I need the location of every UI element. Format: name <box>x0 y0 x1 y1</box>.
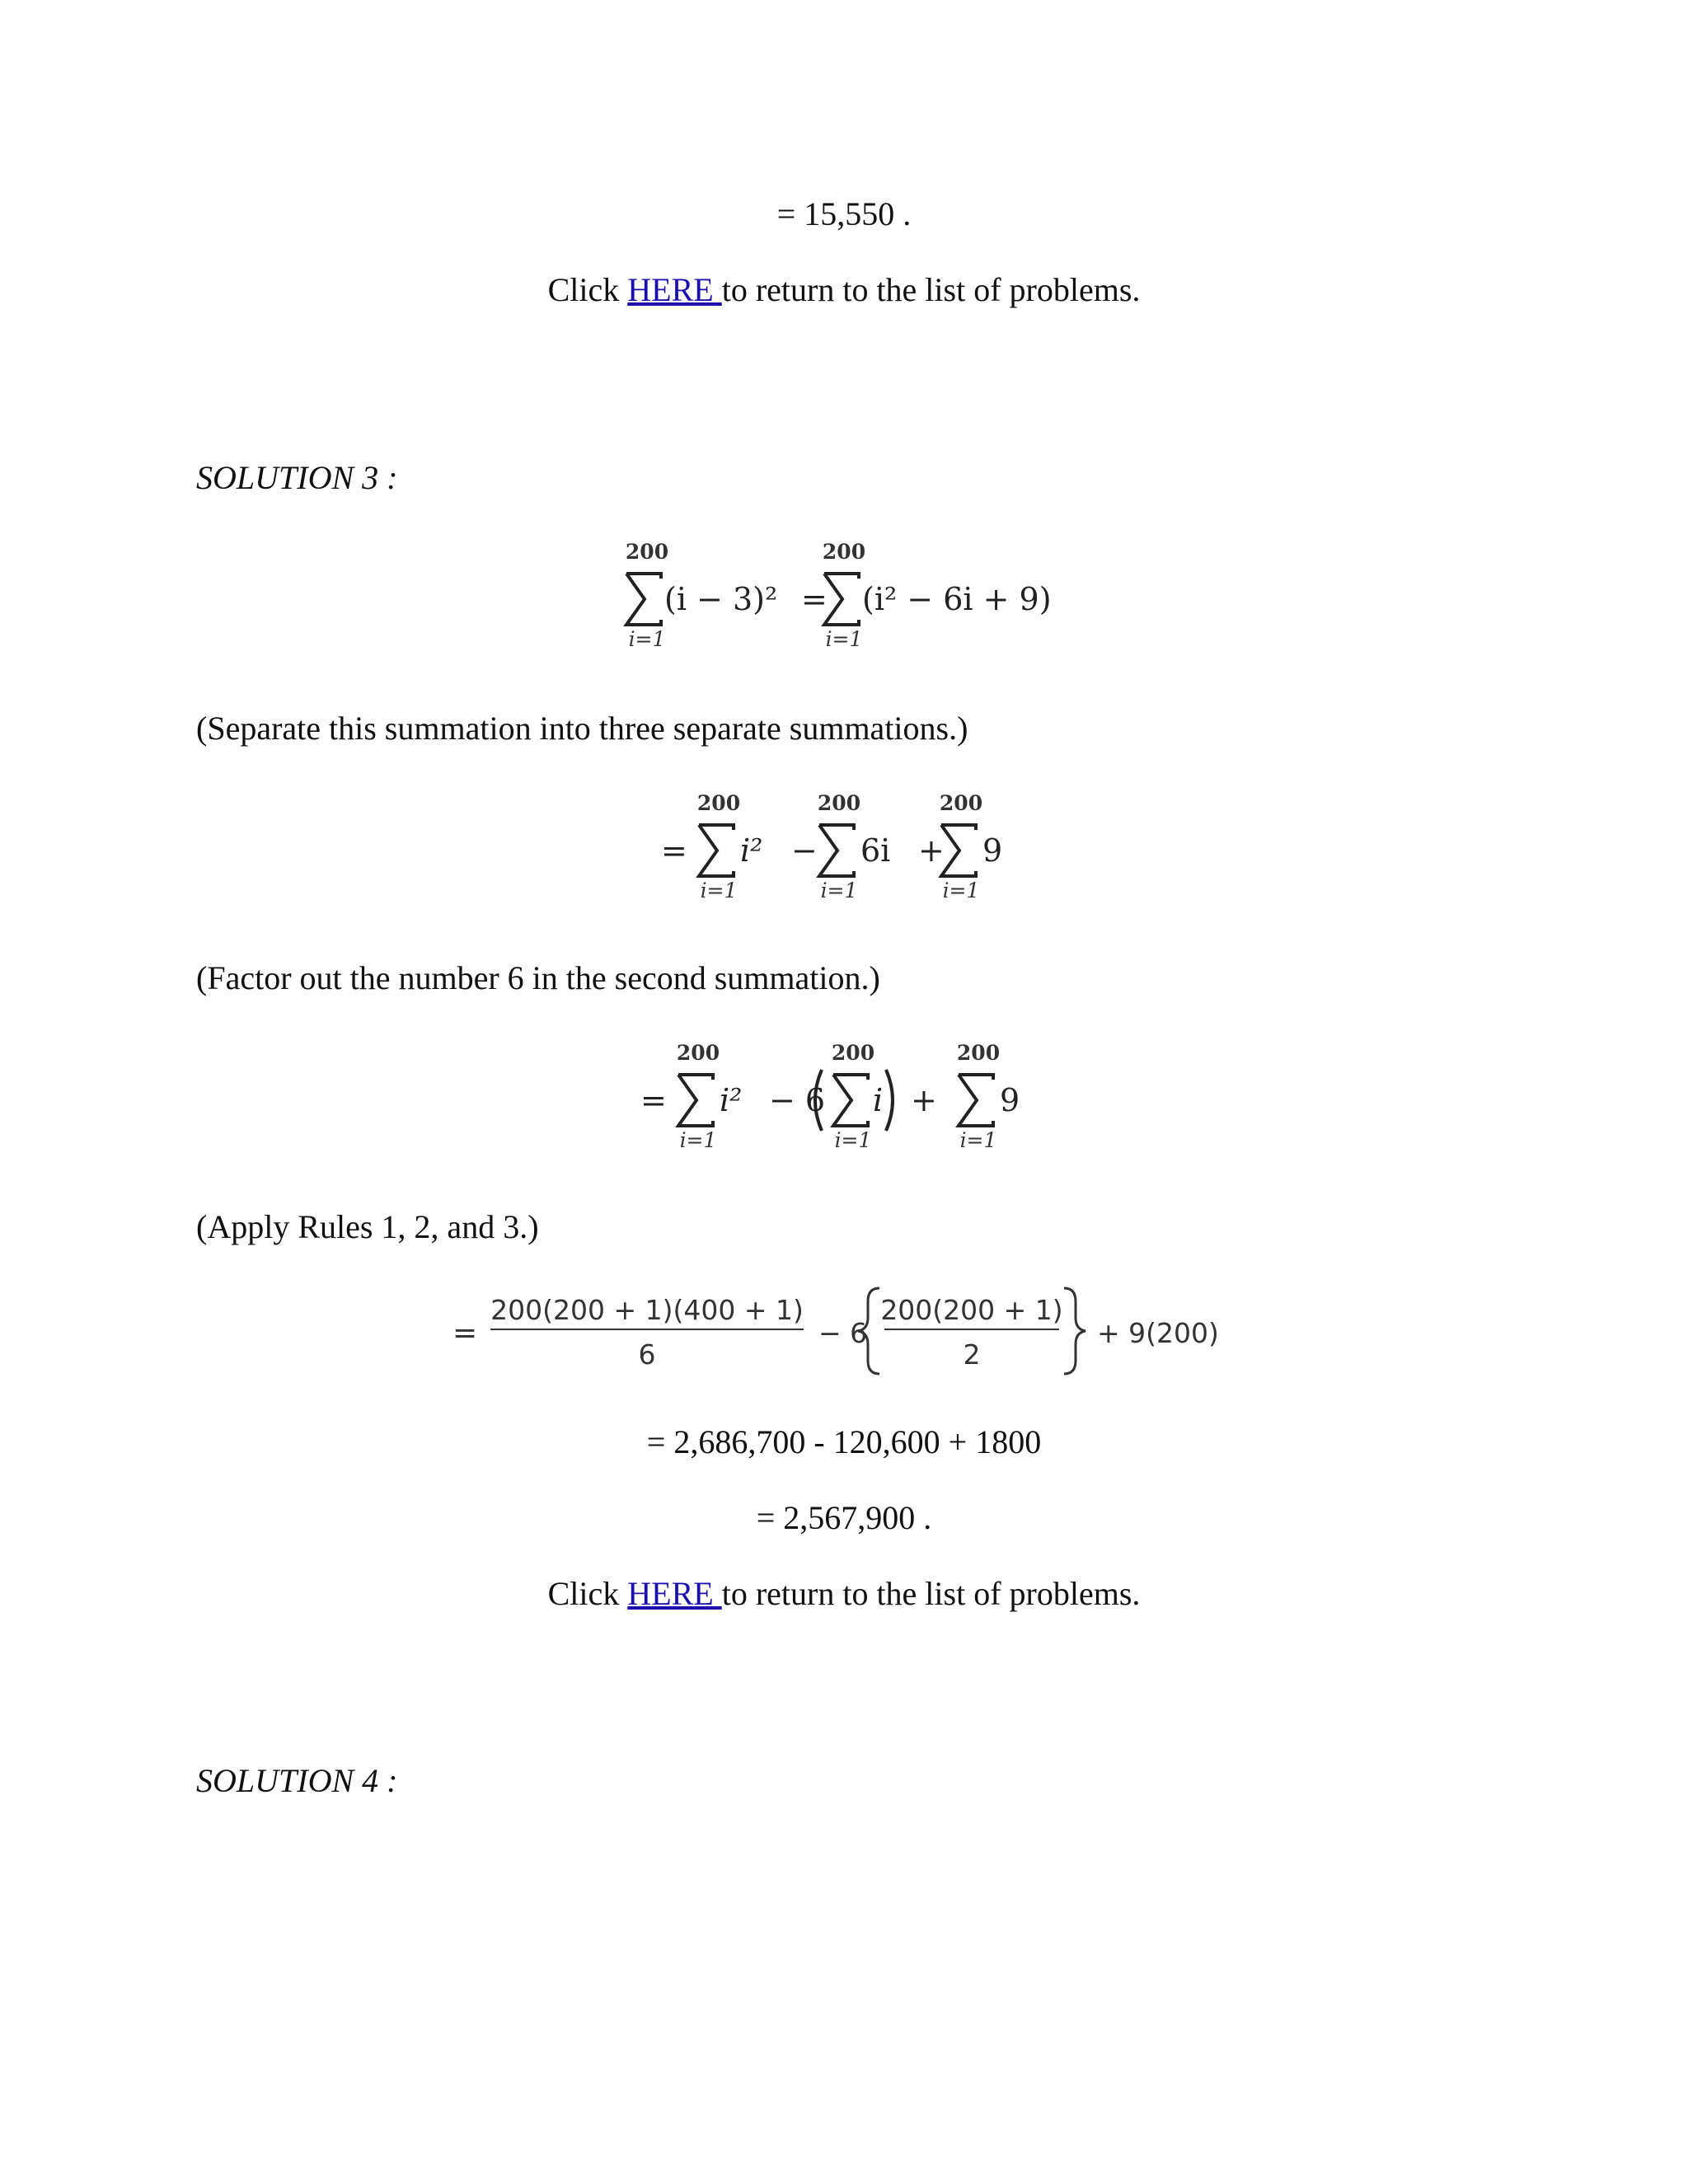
sum-lower-limit: i=1 <box>825 627 863 651</box>
sum-upper-limit: 200 <box>831 1041 875 1065</box>
here-link[interactable]: HERE <box>627 1575 722 1612</box>
minus-sign: − <box>791 832 818 869</box>
return-prefix: Click <box>547 1575 628 1612</box>
tail-term: + 9(200) <box>1097 1317 1219 1349</box>
equation-apply-rules <box>449 1282 1240 1380</box>
sum-upper-limit: 200 <box>817 791 861 815</box>
equals-sign: = <box>661 832 687 869</box>
note-factor: (Factor out the number 6 in the second summation.) <box>196 959 880 996</box>
sigma-symbol <box>833 1075 868 1126</box>
sum-lower-limit: i=1 <box>820 879 858 902</box>
plus-sign: + <box>918 832 945 869</box>
equals-sign: = <box>801 581 828 617</box>
solution-3-heading: SOLUTION 3 : <box>196 459 398 496</box>
return-line <box>0 1574 1688 1614</box>
term-9: 9 <box>1000 1082 1020 1118</box>
fraction1-denominator: 6 <box>638 1338 656 1371</box>
return-suffix: to return to the list of problems. <box>721 1575 1141 1612</box>
note-apply-rules: (Apply Rules 1, 2, and 3.) <box>196 1208 539 1245</box>
equals-sign: = <box>452 1316 478 1350</box>
rhs-term: (i² − 6i + 9) <box>862 581 1052 617</box>
note-separate: (Separate this summation into three separate summations.) <box>196 710 968 747</box>
sum-lower-limit: i=1 <box>942 879 980 902</box>
term-i-squared: i² <box>740 832 763 869</box>
return-line <box>0 270 1688 310</box>
step-arithmetic: = 2,686,700 - 120,600 + 1800 <box>646 1423 1042 1460</box>
sum-lower-limit: i=1 <box>628 627 666 651</box>
equals-sign: = <box>640 1082 667 1118</box>
plus-sign: + <box>911 1082 937 1118</box>
sum-lower-limit: i=1 <box>834 1128 872 1152</box>
left-brace <box>858 1288 879 1374</box>
right-paren <box>886 1070 893 1131</box>
sum-upper-limit: 200 <box>956 1041 1001 1065</box>
solution-4-heading: SOLUTION 4 : <box>196 1762 398 1799</box>
fraction1-numerator: 200(200 + 1)(400 + 1) <box>490 1294 804 1326</box>
sum-lower-limit: i=1 <box>700 879 738 902</box>
sum-upper-limit: 200 <box>625 540 669 564</box>
sigma-symbol <box>819 825 854 876</box>
minus-six: − 6 <box>769 1082 826 1118</box>
lhs-term: (i − 3)² <box>664 581 778 617</box>
right-brace <box>1064 1288 1085 1374</box>
term-6i: 6i <box>860 832 891 869</box>
return-prefix: Click <box>547 271 628 308</box>
final-result: = 2,567,900 . <box>756 1499 932 1536</box>
sigma-symbol <box>699 825 734 876</box>
fraction2-denominator: 2 <box>963 1338 981 1371</box>
sum-upper-limit: 200 <box>939 791 983 815</box>
minus-six: − 6 <box>818 1317 868 1349</box>
sum-upper-limit: 200 <box>696 791 741 815</box>
sum-upper-limit: 200 <box>822 540 866 564</box>
sum-upper-limit: 200 <box>676 1041 720 1065</box>
sigma-symbol <box>959 1075 993 1126</box>
sigma-symbol <box>678 1075 713 1126</box>
sum-lower-limit: i=1 <box>959 1128 997 1152</box>
sigma-symbol <box>626 574 661 625</box>
term-i: i <box>873 1082 884 1118</box>
sum-lower-limit: i=1 <box>679 1128 717 1152</box>
previous-result: = 15,550 . <box>776 195 912 232</box>
here-link[interactable]: HERE <box>627 271 722 308</box>
fraction2-numerator: 200(200 + 1) <box>880 1294 1063 1326</box>
equation-three-sums <box>659 787 1039 902</box>
equation-factored <box>639 1037 1051 1152</box>
term-9: 9 <box>982 832 1003 869</box>
term-i-squared: i² <box>720 1082 743 1118</box>
sigma-symbol <box>824 574 859 625</box>
equation-expand-square <box>610 536 1071 651</box>
return-suffix: to return to the list of problems. <box>721 271 1141 308</box>
sigma-symbol <box>941 825 976 876</box>
